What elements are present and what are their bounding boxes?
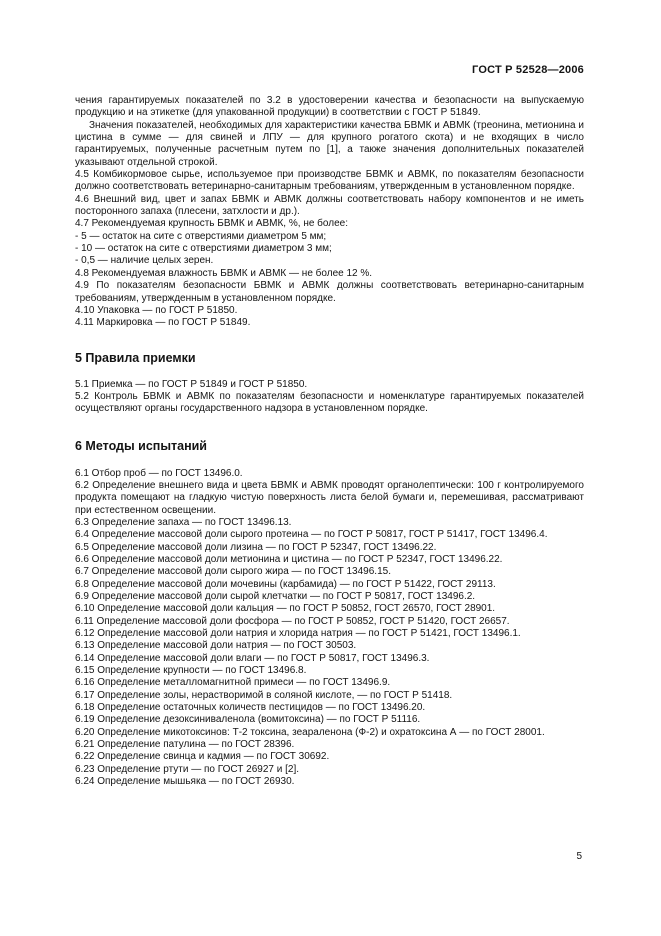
section-6-heading: 6 Методы испытаний [75,438,207,453]
list-item: - 0,5 — наличие целых зерен. [75,255,214,267]
clause-5-1: 5.1 Приемка — по ГОСТ Р 51849 и ГОСТ Р 51850. [75,378,308,390]
clause-6-1: 6.1 Отбор проб — по ГОСТ 13496.0. [75,467,243,479]
clause-6-18: 6.18 Определение остаточных количеств пестицидов — по ГОСТ 13496.20. [75,702,426,714]
clause-6-11: 6.11 Определение массовой доли фосфора — по ГОСТ Р 50852, ГОСТ Р 51420, ГОСТ 26657. [75,615,510,627]
clause-4-7: 4.7 Рекомендуемая крупность БВМК и АВМК, %, не более: [75,218,348,230]
clause-4-9: 4.9 По показателям безопасности БВМК и АВМК должны соответствовать ветеринарно-санитарным требованиям, утвержденным в установленном порядке. [75,280,584,304]
clause-6-8: 6.8 Определение массовой доли мочевины (карбамида) — по ГОСТ Р 51422, ГОСТ 29113. [75,578,496,590]
document-header: ГОСТ Р 52528—2006 [472,64,584,76]
clause-6-21: 6.21 Определение патулина — по ГОСТ 28396. [75,739,295,751]
paragraph-values: Значения показателей, необходимых для характеристики качества БВМК и АВМК (треонина, метионина и цистина в сумме — для свиней и ЛПУ — для крупного рогатого скота) и не входящих в число гарантируемых, полученные расчетным путем по [1], а также значения дополнительных показателей указывают отдельной строкой. [75,119,584,168]
clause-6-19: 6.19 Определение дезоксиниваленола (вомитоксина) — по ГОСТ Р 51116. [75,714,421,726]
list-item: - 10 — остаток на сите с отверстиями диаметром 3 мм; [75,243,332,255]
clause-6-20: 6.20 Определение микотоксинов: Т-2 токсина, зеараленона (Ф-2) и охратоксина А — по ГОСТ 28001. [75,726,545,738]
clause-6-14: 6.14 Определение массовой доли влаги — по ГОСТ Р 50817, ГОСТ 13496.3. [75,652,430,664]
clause-4-10: 4.10 Упаковка — по ГОСТ Р 51850. [75,304,238,316]
clause-4-5: 4.5 Комбикормовое сырье, используемое при производстве БВМК и АВМК, по показателям безопасности должно соответствовать ветеринарно-санитарным требованиям, утвержденным в установленном порядке. [75,169,584,193]
clause-6-12: 6.12 Определение массовой доли натрия и хлорида натрия — по ГОСТ Р 51421, ГОСТ 13496.1. [75,628,521,640]
clause-6-24: 6.24 Определение мышьяка — по ГОСТ 26930. [75,776,295,788]
clause-6-4: 6.4 Определение массовой доли сырого протеина — по ГОСТ Р 50817, ГОСТ Р 51417, ГОСТ 13496.4. [75,529,548,541]
document-body [75,95,584,789]
clause-6-6: 6.6 Определение массовой доли метионина и цистина — по ГОСТ Р 52347, ГОСТ 13496.22. [75,553,503,565]
clause-4-11: 4.11 Маркировка — по ГОСТ Р 51849. [75,317,251,329]
clause-6-10: 6.10 Определение массовой доли кальция — по ГОСТ Р 50852, ГОСТ 26570, ГОСТ 28901. [75,603,496,615]
clause-6-16: 6.16 Определение металломагнитной примеси — по ГОСТ 13496.9. [75,677,391,689]
paragraph-continuation: чения гарантируемых показателей по 3.2 в удостоверении качества и безопасности на выпускаемую продукцию и на этикетке (для упакованной продукции) в соответствии с ГОСТ Р 51849. [75,95,584,119]
clause-6-2: 6.2 Определение внешнего вида и цвета БВМК и АВМК проводят органолептически: 100 г контролируемого продукта помещают на гладкую чистую поверхность листа белой бумаги и, перемешивая, рассматривают при естественном освещении. [75,479,584,516]
clause-6-3: 6.3 Определение запаха — по ГОСТ 13496.13. [75,516,292,528]
clause-4-6: 4.6 Внешний вид, цвет и запах БВМК и АВМК должны соответствовать набору компонентов и не иметь посторонного запаха (плесени, затхлости и др.). [75,193,584,218]
clause-5-2: 5.2 Контроль БВМК и АВМК по показателям безопасности и номенклатуре гарантируемых показателей осуществляют органы государственного надзора в установленном порядке. [75,390,584,415]
clause-6-17: 6.17 Определение золы, нерастворимой в соляной кислоте, — по ГОСТ Р 51418. [75,689,453,701]
clause-6-23: 6.23 Определение ртути — по ГОСТ 26927 и [2]. [75,763,300,775]
clause-6-5: 6.5 Определение массовой доли лизина — по ГОСТ Р 52347, ГОСТ 13496.22. [75,541,437,553]
clause-6-22: 6.22 Определение свинца и кадмия — по ГОСТ 30692. [75,751,330,763]
clause-6-7: 6.7 Определение массовой доли сырого жира — по ГОСТ 13496.15. [75,566,391,578]
clause-6-13: 6.13 Определение массовой доли натрия — по ГОСТ 30503. [75,640,357,652]
page-number: 5 [576,851,582,862]
clause-4-8: 4.8 Рекомендуемая влажность БВМК и АВМК — не более 12 %. [75,267,373,279]
clause-6-9: 6.9 Определение массовой доли сырой клетчатки — по ГОСТ Р 50817, ГОСТ 13496.2. [75,591,476,602]
list-item: - 5 — остаток на сите с отверстиями диаметром 5 мм; [75,230,327,242]
section-5-heading: 5 Правила приемки [75,350,196,365]
clause-6-15: 6.15 Определение крупности — по ГОСТ 13496.8. [75,665,307,677]
